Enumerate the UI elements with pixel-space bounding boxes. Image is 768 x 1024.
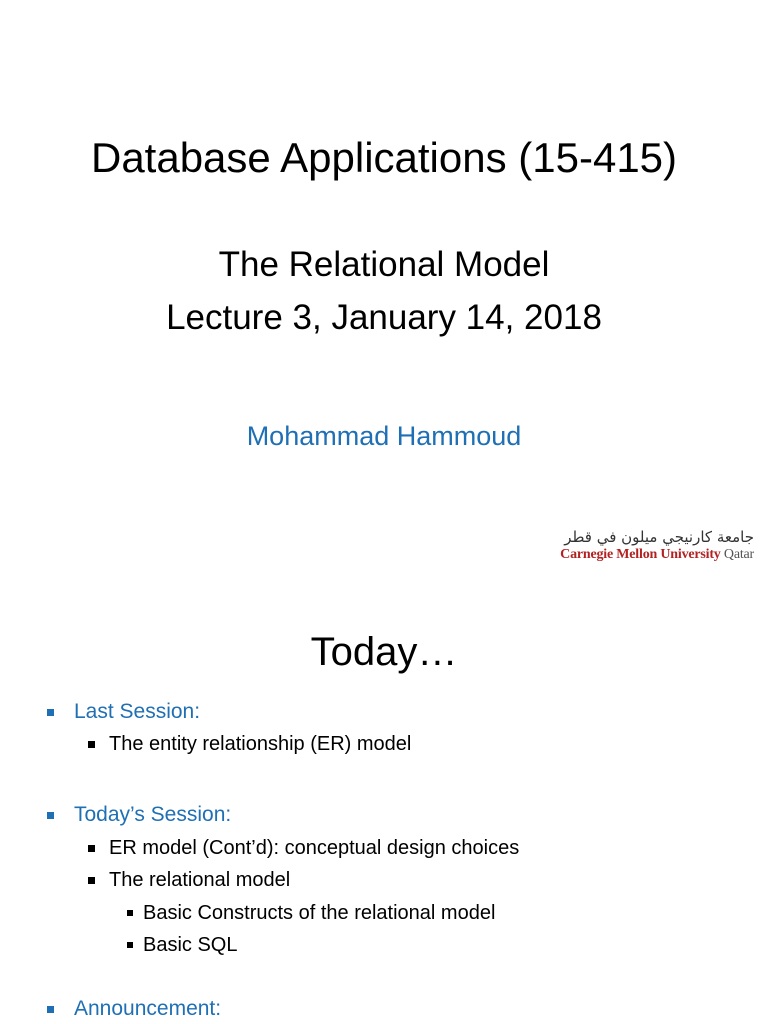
agenda-subitem-label: Basic Constructs of the relational model [143,902,496,924]
square-bullet-icon [88,845,95,852]
agenda-section-announcement [47,995,221,1023]
logo-cmu-text: Carnegie Mellon University [560,547,721,562]
agenda-item [88,731,411,757]
square-bullet-icon [88,741,95,748]
lecture-topic: The Relational Model [218,245,550,284]
logo-english-text [560,546,754,564]
lecture-date: Lecture 3, January 14, 2018 [166,298,602,337]
square-bullet-icon [47,1006,54,1013]
presentation-title: Database Applications (15-415) [90,134,678,181]
square-bullet-icon [47,709,54,716]
agenda-section-label: Announcement: [74,997,222,1020]
agenda-title: Today… [310,630,458,674]
agenda-section-last-session [47,698,200,726]
square-bullet-icon [127,942,133,948]
square-bullet-icon [47,812,54,819]
author-name: Mohammad Hammoud [246,421,522,451]
agenda-item-label: The entity relationship (ER) model [109,733,412,755]
logo-arabic-text: جامعة كارنيجي ميلون في قطر [564,528,754,546]
agenda-item-label: ER model (Cont’d): conceptual design choices [109,837,520,859]
logo-qatar-text: Qatar [723,547,754,562]
agenda-subitem-label: Basic SQL [143,934,238,956]
agenda-subitem [127,932,237,958]
agenda-item [88,835,519,861]
square-bullet-icon [88,877,95,884]
agenda-subitem [127,900,495,926]
agenda-section-label: Last Session: [74,700,201,723]
agenda-item [88,867,290,893]
agenda-section-todays-session [47,801,231,829]
agenda-section-label: Today’s Session: [74,803,232,826]
square-bullet-icon [127,910,133,916]
university-logo [560,528,760,568]
agenda-item-label: The relational model [109,869,291,891]
